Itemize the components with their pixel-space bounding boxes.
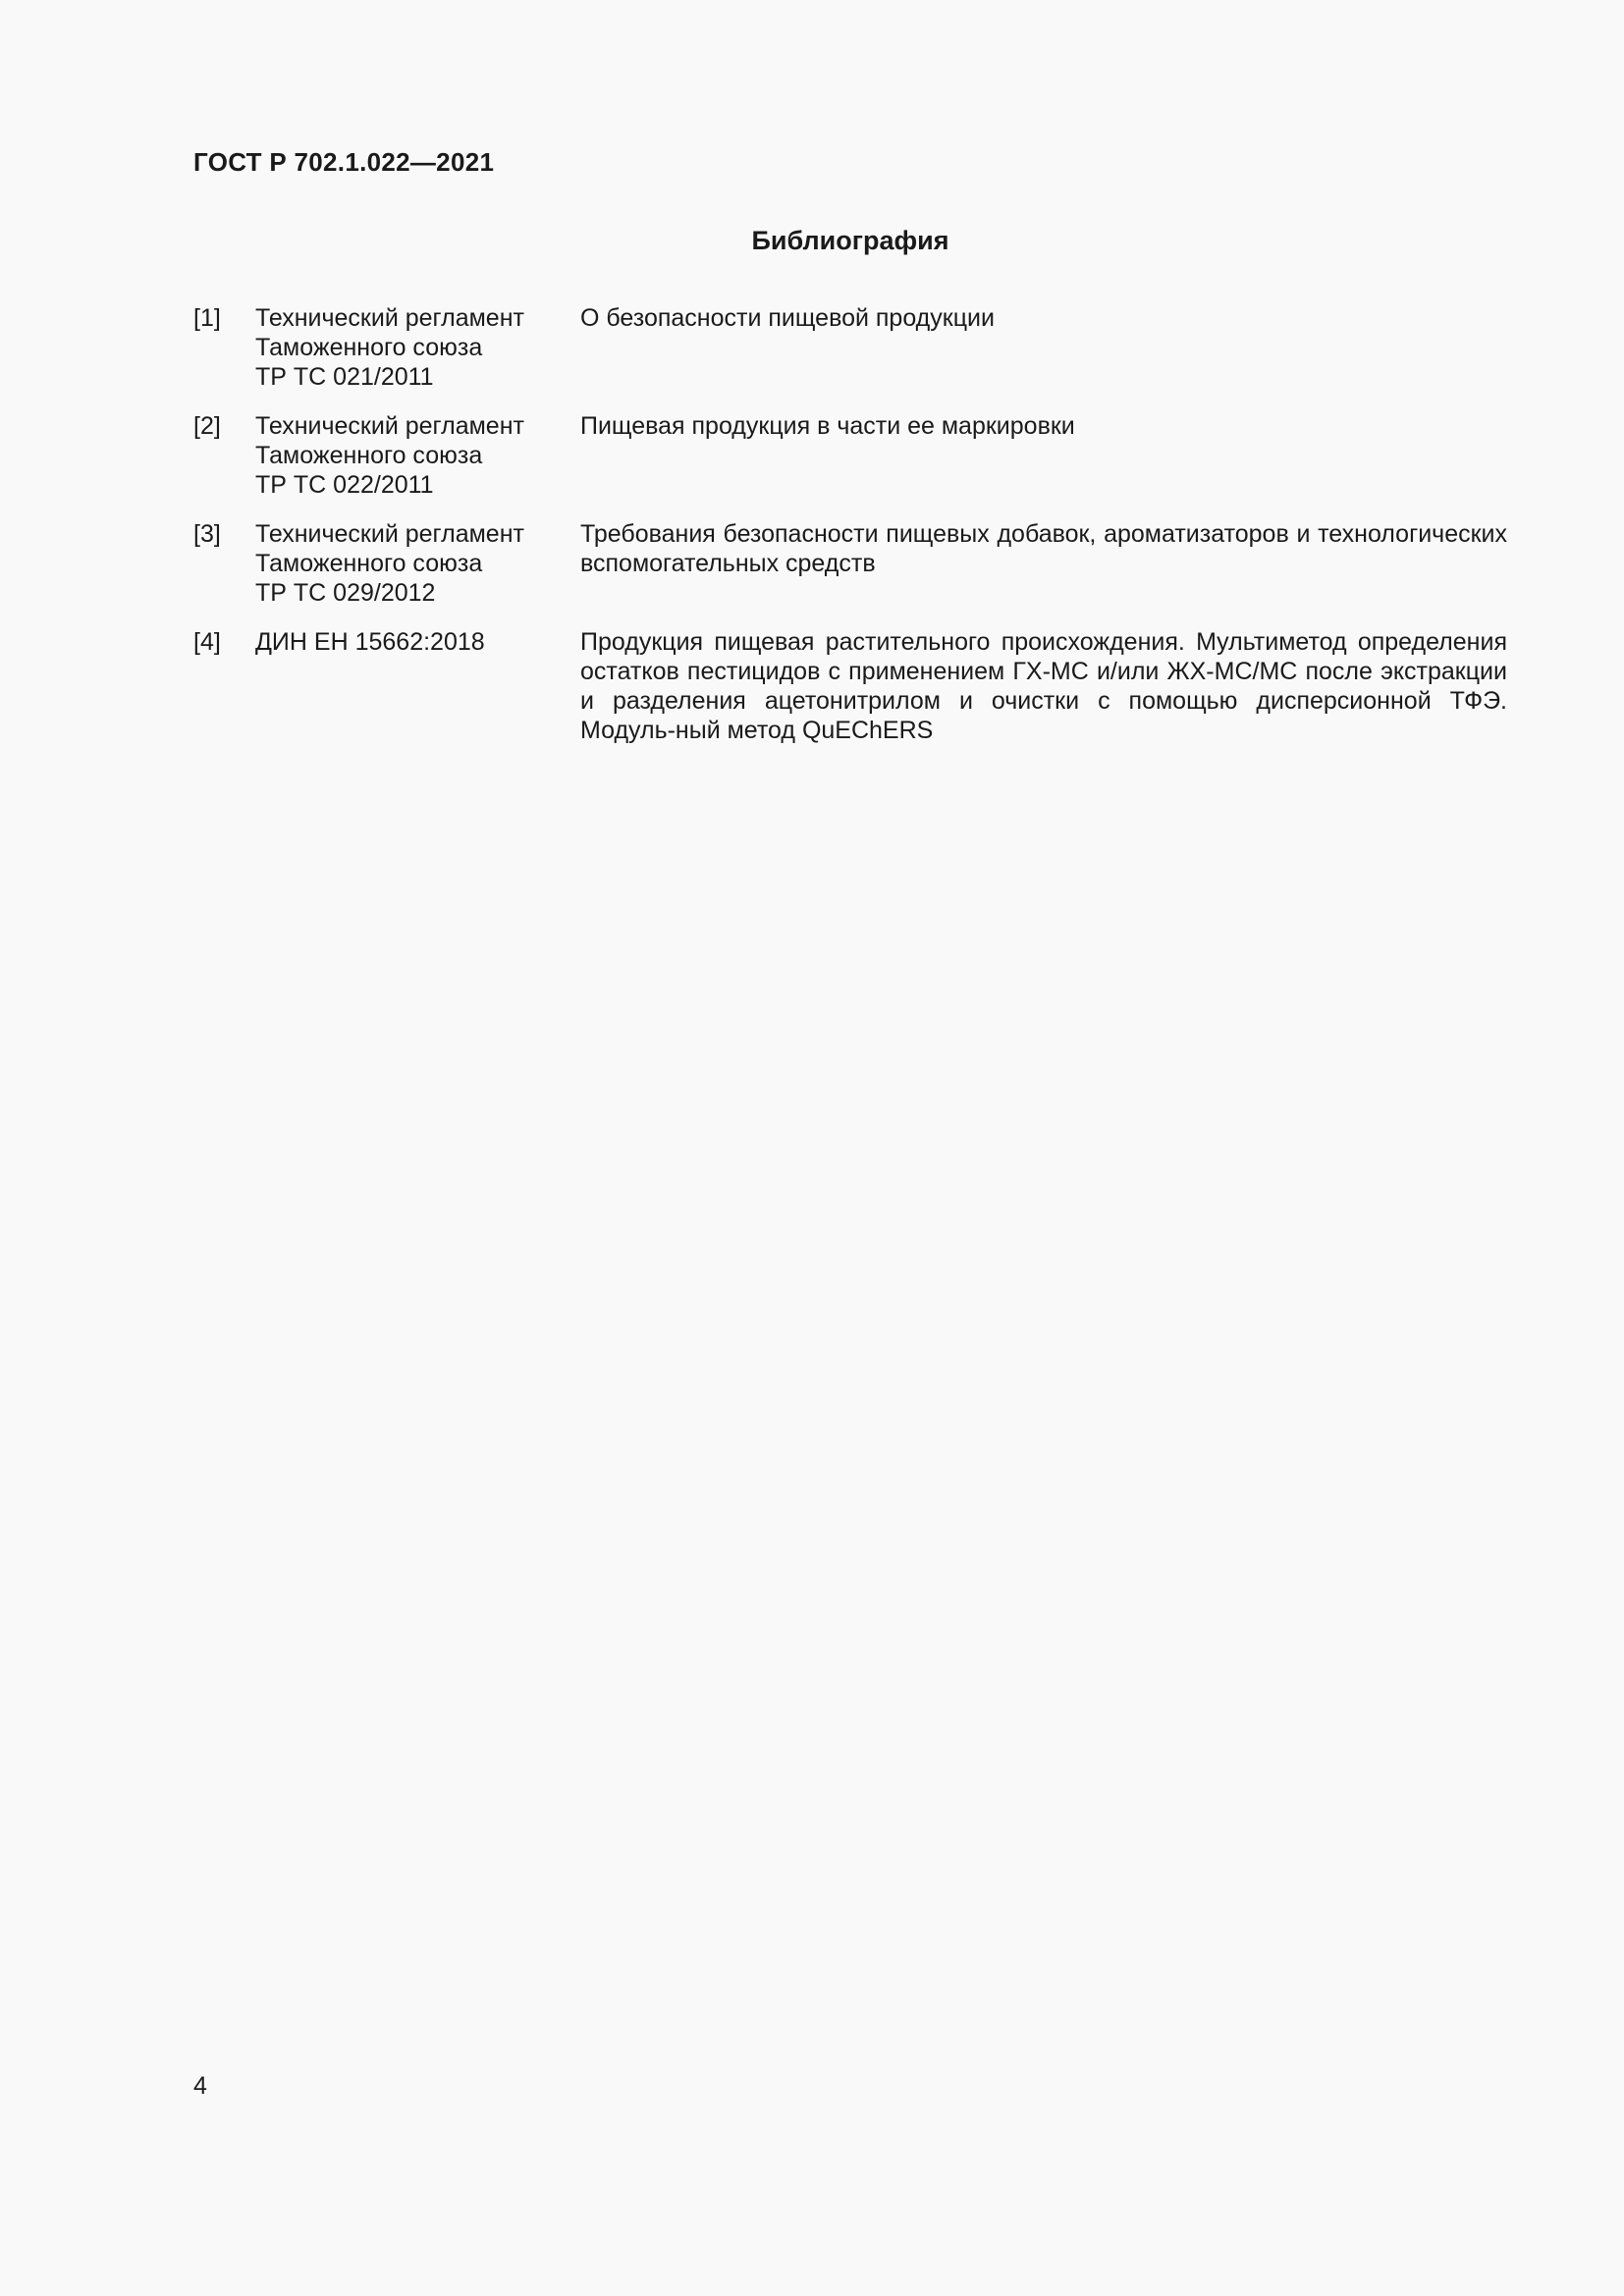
- entry-number: [4]: [193, 628, 221, 656]
- entry-number: [1]: [193, 304, 221, 332]
- bibliography-entry: [193, 627, 1507, 745]
- page-number: 4: [193, 2072, 207, 2100]
- entry-source: Технический регламент Таможенного союза ТР ТС 022/2011: [255, 412, 524, 499]
- bibliography-list: [193, 303, 1507, 765]
- entry-number: [2]: [193, 412, 221, 440]
- entry-source: ДИН ЕН 15662:2018: [255, 628, 485, 656]
- entry-source: Технический регламент Таможенного союза ТР ТС 021/2011: [255, 304, 524, 391]
- entry-title: Пищевая продукция в части ее маркировки: [580, 412, 1075, 440]
- bibliography-entry: [193, 519, 1507, 608]
- document-code: ГОСТ Р 702.1.022—2021: [193, 147, 495, 177]
- entry-number: [3]: [193, 520, 221, 548]
- bibliography-entry: [193, 411, 1507, 500]
- section-title: Библиография: [751, 226, 949, 255]
- bibliography-entry: [193, 303, 1507, 392]
- entry-title: Продукция пищевая растительного происхождения. Мультиметод определения остатков пестицидов с применением ГХ-МС и/или ЖХ-МС/МС после экстракции и разделения ацетонитрилом и очистки с помощью дисперсионной ТФЭ. Модуль-ный метод QuEChERS: [580, 628, 1507, 744]
- entry-title: О безопасности пищевой продукции: [580, 304, 995, 332]
- entry-source: Технический регламент Таможенного союза ТР ТС 029/2012: [255, 520, 524, 607]
- entry-title: Требования безопасности пищевых добавок, ароматизаторов и технологических вспомогательных средств: [580, 520, 1507, 577]
